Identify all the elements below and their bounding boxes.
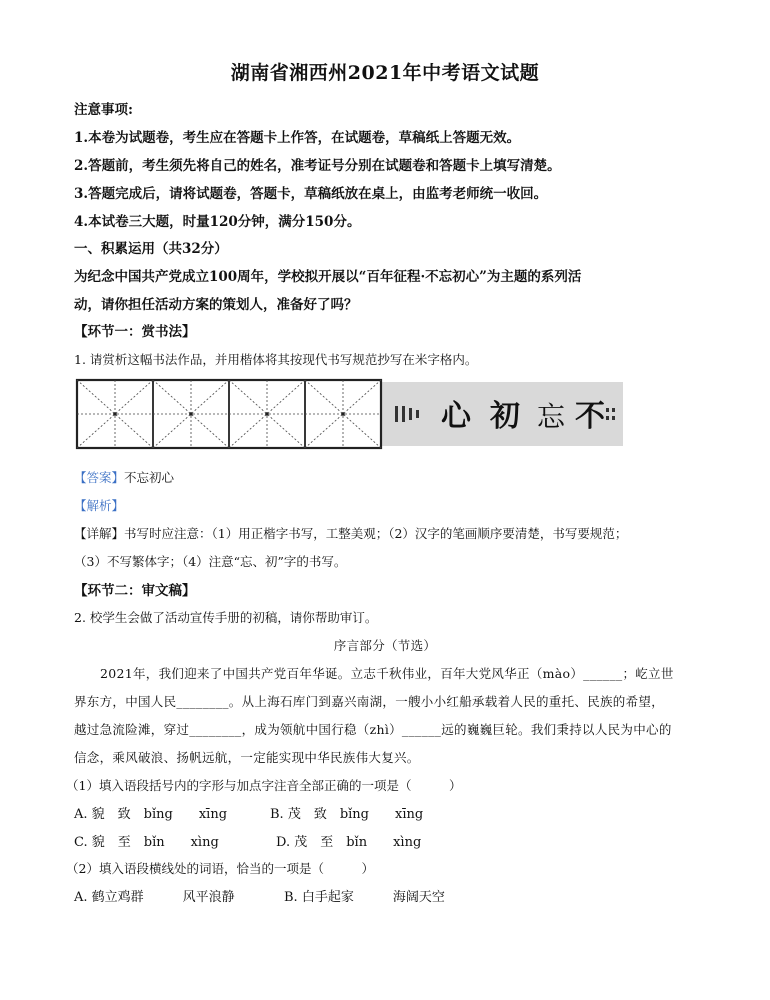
calligraphy-char-3: 忘 [537,400,566,433]
sub1-option-c[interactable]: C. 貌 至 bǐn xìng [74,835,219,850]
notice-item-1: 1.本卷为试题卷，考生应在答题卡上作答，在试题卷，草稿纸上答题无效。 [74,130,521,146]
detail-tag: 【详解】 [74,526,125,541]
passage-title: 序言部分（节选） [333,638,437,653]
section-heading: 一、积累运用（共32分） [74,241,228,257]
link2-heading: 【环节二：审文稿】 [74,583,196,599]
passage-line-3: 越过急流险滩，穿过________，成为领航中国行稳（zhì）______远的巍巍巨轮。我们秉持以人民为中心的 [74,722,672,737]
question-1: 1. 请赏析这幅书法作品，并用楷体将其按现代书写规范抄写在米字格内。 [74,352,478,367]
calligraphy-char-2: 初 [490,399,520,434]
detail-line-2: （3）不写繁体字；（4）注意“忘、初”字的书写。 [74,554,347,569]
sub1-option-a[interactable]: A. 貌 致 bǐng xīng [74,807,228,822]
question-2: 2. 校学生会做了活动宣传手册的初稿，请你帮助审订。 [74,610,378,625]
sub-question-1: （1）填入语段括号内的字形与加点字注音全部正确的一项是（ ） [66,778,462,793]
section-intro-line-2: 动，请你担任活动方案的策划人，准备好了吗？ [74,297,358,313]
answer-text: 不忘初心 [124,470,175,485]
passage-line-2: 界东方，中国人民________。从上海石库门到嘉兴南湖，一艘小小红船承载着人民的重托、民族的希望， [74,694,665,709]
passage-line-4: 信念，乘风破浪、扬帆远航，一定能实现中华民族伟大复兴。 [74,750,420,765]
answer-line [74,468,174,486]
detail-line-1 [74,524,627,542]
calligraphy-image [75,378,623,450]
notice-heading: 注意事项: [74,102,133,118]
sub1-option-d[interactable]: D. 茂 至 bǐn xìng [276,835,422,850]
answer-tag: 【答案】 [74,470,125,485]
detail-text-1: 书写时应注意：（1）用正楷字书写，工整美观；（2）汉字的笔画顺序要清楚，书写要规范； [124,526,628,541]
notice-item-2: 2.答题前，考生须先将自己的姓名，准考证号分别在试题卷和答题卡上填写清楚。 [74,158,561,174]
section-intro-line-1: 为纪念中国共产党成立100周年，学校拟开展以“百年征程·不忘初心”为主题的系列活 [74,269,582,285]
page-title: 湖南省湘西州2021年中考语文试题 [230,62,540,84]
sub2-option-b[interactable]: B. 白手起家 海阔天空 [284,890,445,905]
calligraphy-char-1: 心 [441,399,471,434]
analysis-tag: 【解析】 [74,498,125,513]
sub-question-2: （2）填入语段横线处的词语，恰当的一项是（ ） [66,861,374,876]
notice-item-3: 3.答题完成后，请将试题卷，答题卡，草稿纸放在桌上，由监考老师统一收回。 [74,186,548,202]
notice-item-4: 4.本试卷三大题，时量120分钟，满分150分。 [74,214,361,230]
sub2-option-a[interactable]: A. 鹤立鸡群 风平浪静 [74,890,235,905]
sub1-option-b[interactable]: B. 茂 致 bǐng xīng [270,807,424,822]
calligraphy-char-4: 不 [575,399,605,434]
link1-heading: 【环节一：赏书法】 [74,324,196,340]
passage-line-1: 2021年，我们迎来了中国共产党百年华诞。立志千秋伟业，百年大党风华正（mào）______；屹立世 [100,666,674,681]
